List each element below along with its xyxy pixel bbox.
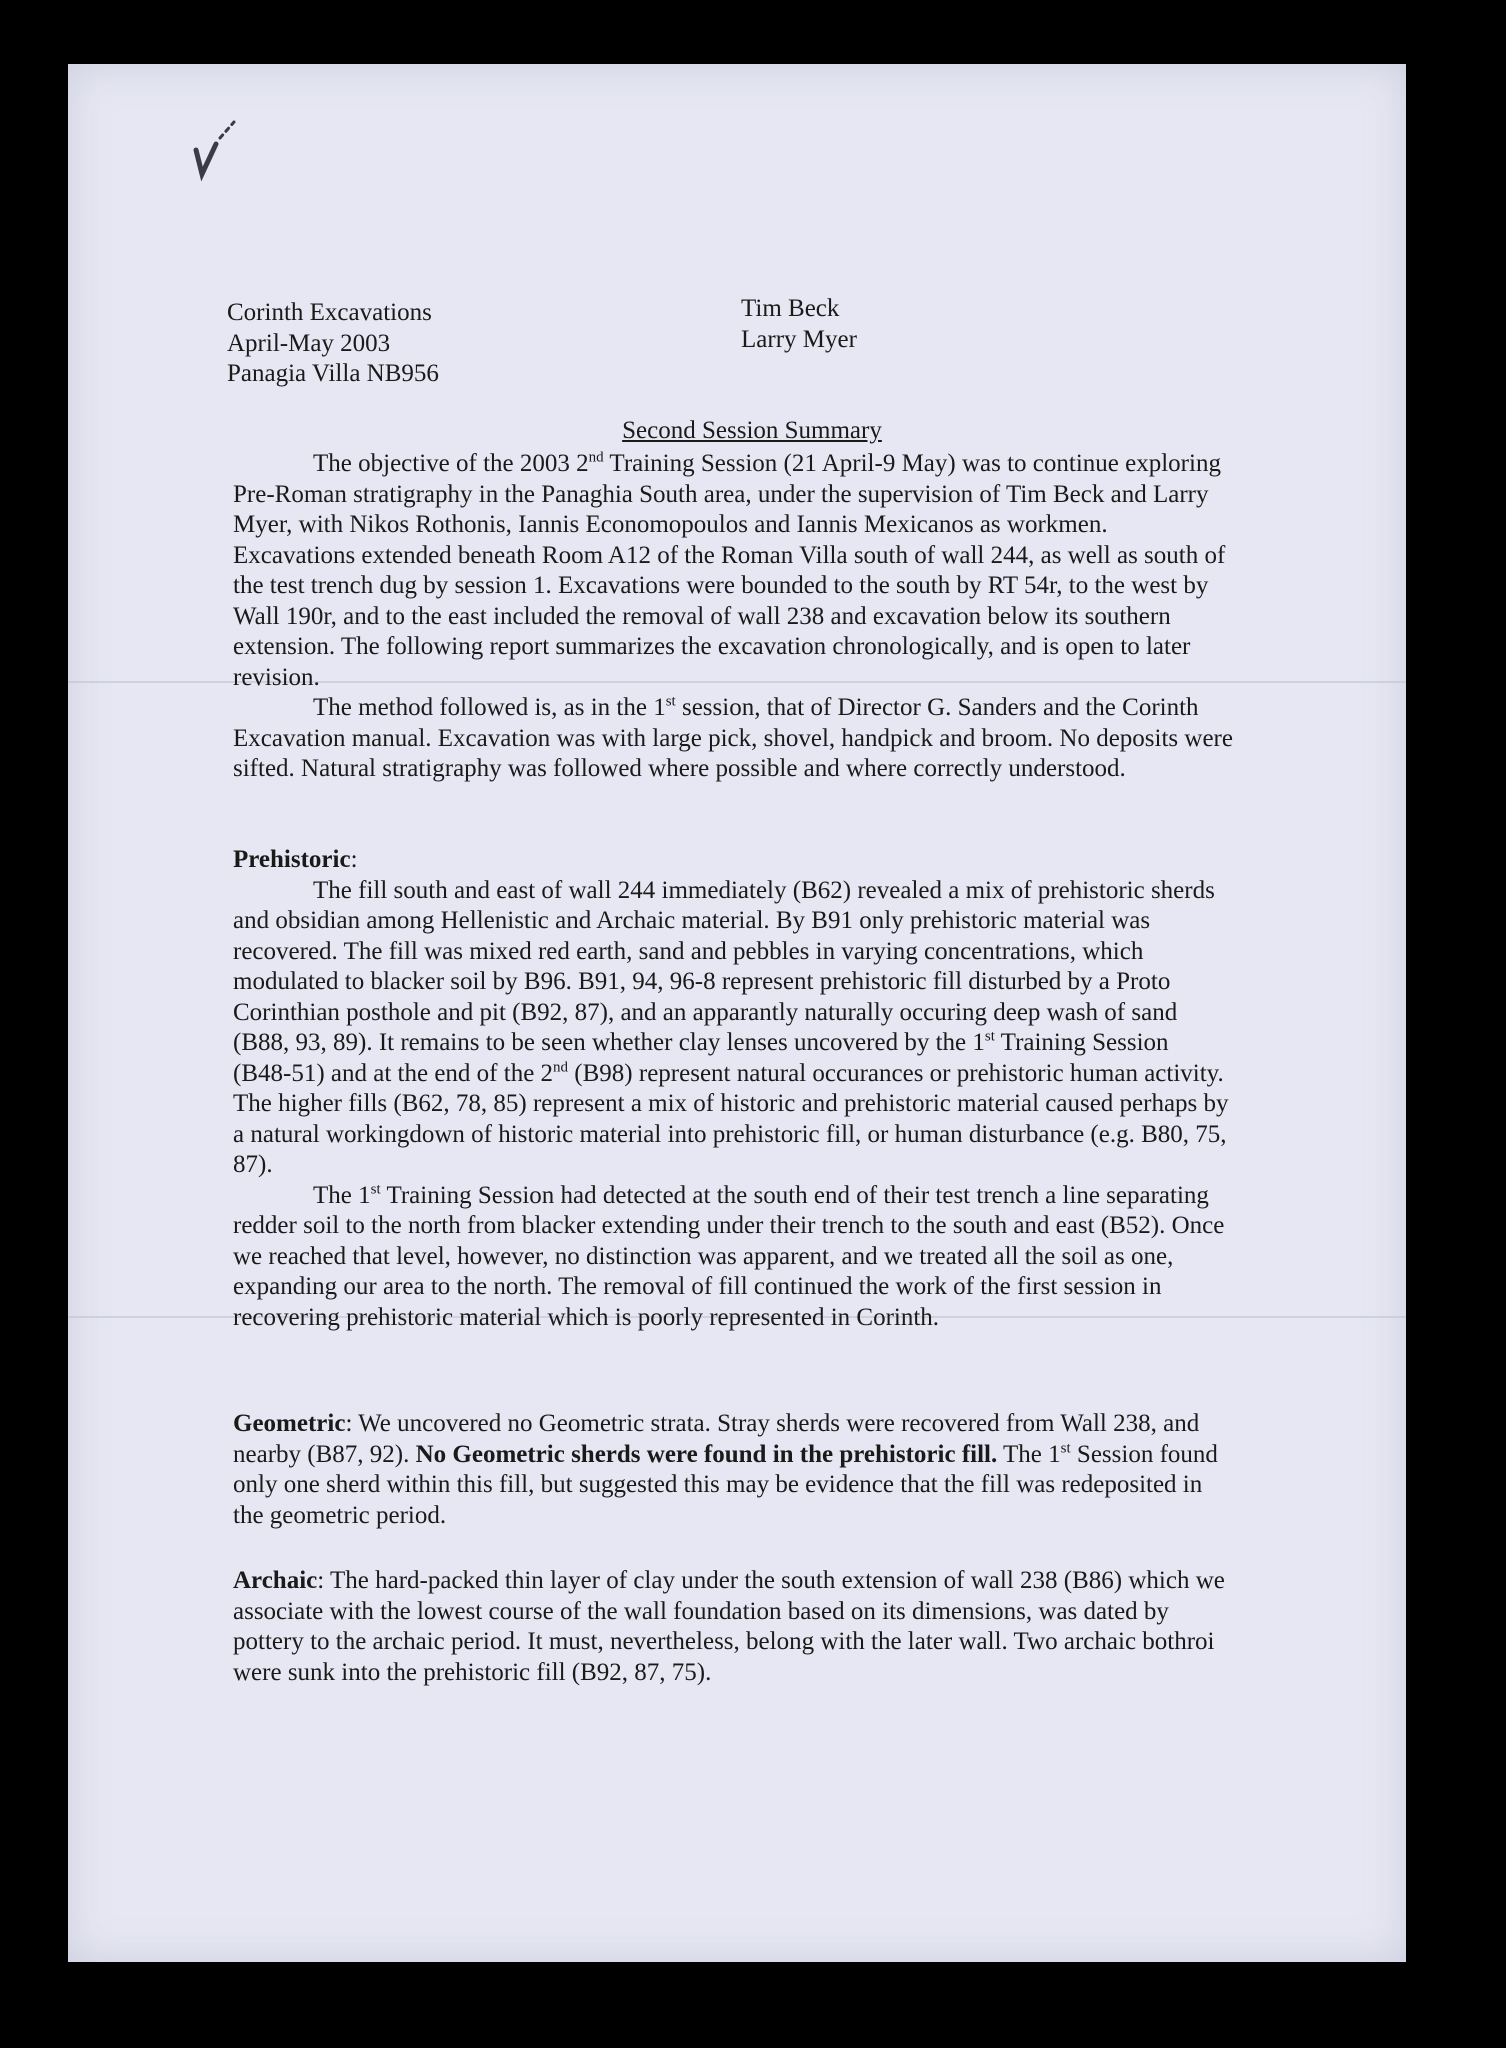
- intro-paragraph-1: The objective of the 2003 2nd Training Session (21 April-9 May) was to continue exploring Pre-Roman stratigraphy in the Panaghia South area, under the supervision of Tim Beck and Larry Myer, with Nikos Rothonis, Iannis Economopoulos and Iannis Mexicanos as workmen. Excavations extended beneath Room A12 of the Roman Villa south of wall 244, as well as south of the test trench dug by session 1. Excavations were bounded to the south by RT 54r, to the west by Wall 190r, and to the east included the removal of wall 238 and excavation below its southern extension. The following report summarizes the excavation chronologically, and is open to later revision.: [233, 449, 1226, 691]
- author-name: Larry Myer: [741, 325, 857, 353]
- author-name: Tim Beck: [741, 295, 840, 322]
- document-title: Second Session Summary: [622, 417, 882, 444]
- archaic-paragraph: [233, 1566, 1233, 1688]
- archaic-heading: Archaic: [233, 1567, 318, 1594]
- geometric-heading: Geometric: [233, 1410, 346, 1437]
- document-page: [68, 64, 1406, 1962]
- header-authors: [741, 294, 857, 355]
- geometric-emphasis: No Geometric sherds were found in the prehistoric fill.: [415, 1440, 998, 1468]
- header-line: Panagia Villa NB956: [227, 360, 439, 387]
- geometric-text-b: The 1st Session found only one sherd within this fill, but suggested this may be evidence that the fill was redeposited in the geometric period.: [233, 1440, 1218, 1529]
- prehistoric-paragraph-2: The 1st Training Session had detected at the south end of their test trench a line separating redder soil to the north from blacker extending under their trench to the south and east (B52). Once we reached that level, however, no distinction was apparent, and we treated all the soil as one, expanding our area to the north. The removal of fill continued the work of the first session in recovering prehistoric material which is poorly represented in Corinth.: [233, 1181, 1225, 1331]
- heading-colon: :: [350, 846, 358, 873]
- geometric-section: [233, 1409, 1233, 1531]
- section-heading-line: [233, 845, 1233, 876]
- geometric-text-a: : We uncovered no Geometric strata. Stray sherds were recovered from Wall 238, and nearby (B87, 92).: [233, 1410, 1200, 1468]
- header-institution: [227, 298, 439, 390]
- archaic-text: : The hard-packed thin layer of clay under the south extension of wall 238 (B86) which we associate with the lowest course of the wall foundation based on its dimensions, was dated by pottery to the archaic period. It must, nevertheless, belong with the later wall. Two archaic bothroi were sunk into the prehistoric fill (B92, 87, 75).: [233, 1567, 1225, 1686]
- prehistoric-section: [233, 845, 1233, 1333]
- prehistoric-paragraph-1: The fill south and east of wall 244 immediately (B62) revealed a mix of prehistoric sherds and obsidian among Hellenistic and Archaic material. By B91 only prehistoric material was recovered. The fill was mixed red earth, sand and pebbles in varying concentrations, which modulated to blacker soil by B96. B91, 94, 96-8 represent prehistoric fill disturbed by a Proto Corinthian posthole and pit (B92, 87), and an apparantly naturally occuring deep wash of sand (B88, 93, 89). It remains to be seen whether clay lenses uncovered by the 1st Training Session (B48-51) and at the end of the 2nd (B98) represent natural occurances or prehistoric human activity. The higher fills (B62, 78, 85) represent a mix of historic and prehistoric material caused perhaps by a natural workingdown of historic material into prehistoric fill, or human disturbance (e.g. B80, 75, 87).: [233, 876, 1229, 1178]
- intro-section: [233, 449, 1233, 785]
- archaic-section: [233, 1566, 1233, 1688]
- header-line: April-May 2003: [227, 329, 391, 357]
- checkmark-icon: [176, 104, 256, 184]
- geometric-paragraph: [233, 1409, 1233, 1531]
- intro-paragraph-2: The method followed is, as in the 1st session, that of Director G. Sanders and the Corinth Excavation manual. Excavation was with large pick, shovel, handpick and broom. No deposits were sifted. Natural stratigraphy was followed where possible and where correctly understood.: [233, 693, 1233, 782]
- header-line: Corinth Excavations: [227, 299, 432, 326]
- prehistoric-heading: Prehistoric: [233, 846, 351, 873]
